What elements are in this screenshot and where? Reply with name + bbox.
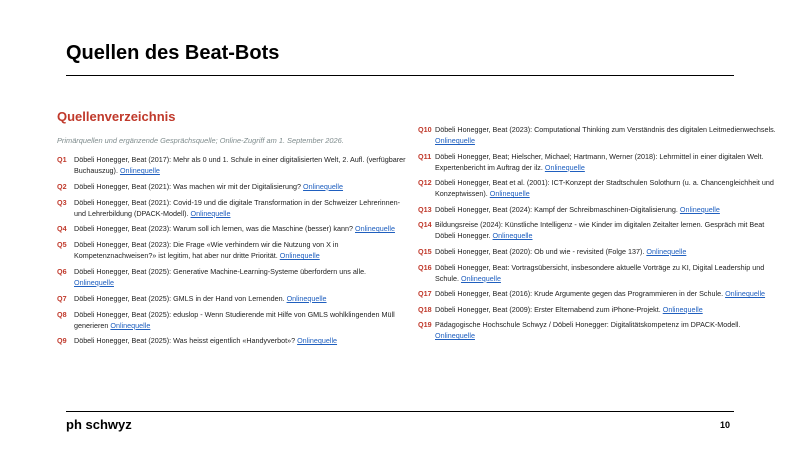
source-code: Q12: [418, 178, 432, 188]
source-entry: [418, 319, 778, 341]
title-divider: [66, 75, 734, 76]
source-citation: Döbeli Honegger, Beat (2021): Was machen wir mit der Digitalisierung?: [74, 181, 302, 191]
source-entry: [57, 239, 407, 261]
source-link[interactable]: Onlinequelle: [679, 204, 720, 214]
source-link[interactable]: Onlinequelle: [110, 320, 151, 330]
source-code: Q6: [57, 266, 67, 276]
source-citation: Bildungsreise (2024): Künstliche Intelligenz - wie Kinder im digitalen Zeitalter lernen. Gespräch mit Beat Döbeli Honegger.: [435, 220, 765, 241]
sources-heading: Quellenverzeichnis: [57, 109, 176, 124]
source-link[interactable]: Onlinequelle: [725, 289, 766, 299]
source-citation: Döbeli Honegger, Beat (2023): Die Frage «Wie verhindern wir die Nutzung von X in Kompetenznachweisen?» ist legitim, hat aber nur dritte Priorität.: [74, 240, 339, 261]
source-code: Q3: [57, 197, 67, 207]
source-entry: [418, 288, 778, 299]
source-code: Q2: [57, 181, 67, 191]
footer-brand: ph schwyz: [66, 417, 132, 432]
source-link[interactable]: Onlinequelle: [286, 293, 327, 303]
source-code: Q14: [418, 220, 432, 230]
source-citation: Döbeli Honegger, Beat (2017): Mehr als 0 und 1. Schule in einer digitalisierten Welt, 2. Aufl. (verfügbarer Buchauszug).: [74, 155, 406, 175]
source-citation: Döbeli Honegger, Beat; Hielscher, Michael; Hartmann, Werner (2018): Lehrmittel in einer digitalen Welt. Expertenbericht im Auftrag der ilz.: [435, 151, 764, 172]
source-link[interactable]: Onlinequelle: [355, 224, 395, 234]
source-entry: [418, 151, 778, 173]
source-code: Q19: [418, 320, 432, 330]
source-link[interactable]: Onlinequelle: [492, 231, 533, 241]
source-citation: Döbeli Honegger, Beat et al. (2001): ICT-Konzept der Stadtschulen Solothurn (u. a. Chancengleichheit und Konzeptwissen).: [435, 178, 774, 199]
source-citation: Döbeli Honegger, Beat: Vortragsübersicht, insbesondere aktuelle Vorträge zu KI, Digital Leadership und Schule.: [435, 262, 765, 283]
source-code: Q18: [418, 304, 432, 314]
source-code: Q13: [418, 204, 432, 214]
source-citation: Döbeli Honegger, Beat (2009): Erster Elternabend zum iPhone-Projekt.: [435, 304, 661, 314]
source-citation: Döbeli Honegger, Beat (2025): Was heisst eigentlich «Handyverbot»?: [74, 336, 296, 346]
source-citation: Döbeli Honegger, Beat (2023): Warum soll ich lernen, was die Maschine (besser) kann?: [74, 224, 353, 234]
source-citation: Döbeli Honegger, Beat (2021): Covid-19 und die digitale Transformation in der Schweizer Lehrerinnen- und Lehrerbildung (DPACK-Modell).: [74, 197, 401, 218]
source-entry: [57, 181, 407, 192]
source-link[interactable]: Onlinequelle: [662, 304, 703, 314]
sources-subtitle: Primärquellen und ergänzende Gesprächsquelle; Online-Zugriff am 1. September 2026.: [57, 136, 344, 145]
footer-divider: [66, 411, 734, 412]
source-citation: Pädagogische Hochschule Schwyz / Döbeli Honegger: Digitalitätskompetenz im DPACK-Modell.: [435, 320, 741, 330]
source-citation: Döbeli Honegger, Beat (2020): Ob und wie - revisited (Folge 137).: [435, 246, 645, 256]
source-link[interactable]: Onlinequelle: [303, 181, 344, 191]
source-code: Q4: [57, 224, 67, 234]
source-entry: [418, 204, 778, 215]
source-code: Q10: [418, 125, 432, 134]
source-link[interactable]: Onlinequelle: [489, 189, 530, 199]
source-link[interactable]: Onlinequelle: [435, 136, 475, 145]
sources-right-column: [418, 124, 778, 346]
source-entry: [418, 246, 778, 257]
source-code: Q5: [57, 240, 67, 250]
source-entry: [57, 309, 407, 331]
source-entry: [57, 335, 407, 346]
source-link[interactable]: Onlinequelle: [190, 208, 231, 218]
source-link[interactable]: Onlinequelle: [74, 277, 114, 287]
source-code: Q7: [57, 293, 67, 303]
source-citation: Döbeli Honegger, Beat (2025): eduslop - Wenn Studierende mit Hilfe von GMLS wohlklingenden Müll generieren: [74, 309, 395, 330]
source-link[interactable]: Onlinequelle: [646, 246, 687, 256]
source-code: Q1: [57, 155, 67, 164]
source-code: Q17: [418, 289, 432, 299]
source-entry: [57, 223, 407, 234]
source-entry: [418, 124, 778, 146]
source-entry: [418, 219, 778, 241]
source-citation: Döbeli Honegger, Beat (2023): Computational Thinking zum Verständnis des digitalen Leitmedienwechsels.: [435, 125, 776, 134]
source-entry: [418, 262, 778, 284]
slide-title: Quellen des Beat-Bots: [66, 42, 280, 64]
sources-left-column: [57, 154, 407, 351]
source-code: Q11: [418, 151, 432, 161]
source-entry: [418, 177, 778, 199]
source-citation: Döbeli Honegger, Beat (2024): Kampf der Schreibmaschinen-Digitalisierung.: [435, 204, 678, 214]
source-citation: Döbeli Honegger, Beat (2025): GMLS in der Hand von Lernenden.: [74, 293, 285, 303]
source-citation: Döbeli Honegger, Beat (2025): Generative Machine-Learning-Systeme überfordern uns alle.: [74, 266, 367, 276]
source-entry: [418, 304, 778, 315]
source-link[interactable]: Onlinequelle: [279, 251, 320, 261]
source-code: Q15: [418, 246, 432, 256]
source-link[interactable]: Onlinequelle: [544, 162, 585, 172]
source-link[interactable]: Onlinequelle: [435, 331, 475, 341]
source-link[interactable]: Onlinequelle: [460, 273, 501, 283]
source-entry: [57, 197, 407, 219]
source-link[interactable]: Onlinequelle: [297, 336, 338, 346]
source-code: Q8: [57, 309, 67, 319]
page-number: 10: [720, 420, 731, 430]
source-code: Q9: [57, 336, 67, 346]
source-citation: Döbeli Honegger, Beat (2016): Krude Argumente gegen das Programmieren in der Schule.: [435, 289, 724, 299]
source-entry: [57, 293, 407, 304]
source-code: Q16: [418, 262, 432, 272]
source-link[interactable]: Onlinequelle: [119, 166, 160, 175]
source-entry: [57, 266, 407, 288]
source-entry: [57, 154, 407, 176]
